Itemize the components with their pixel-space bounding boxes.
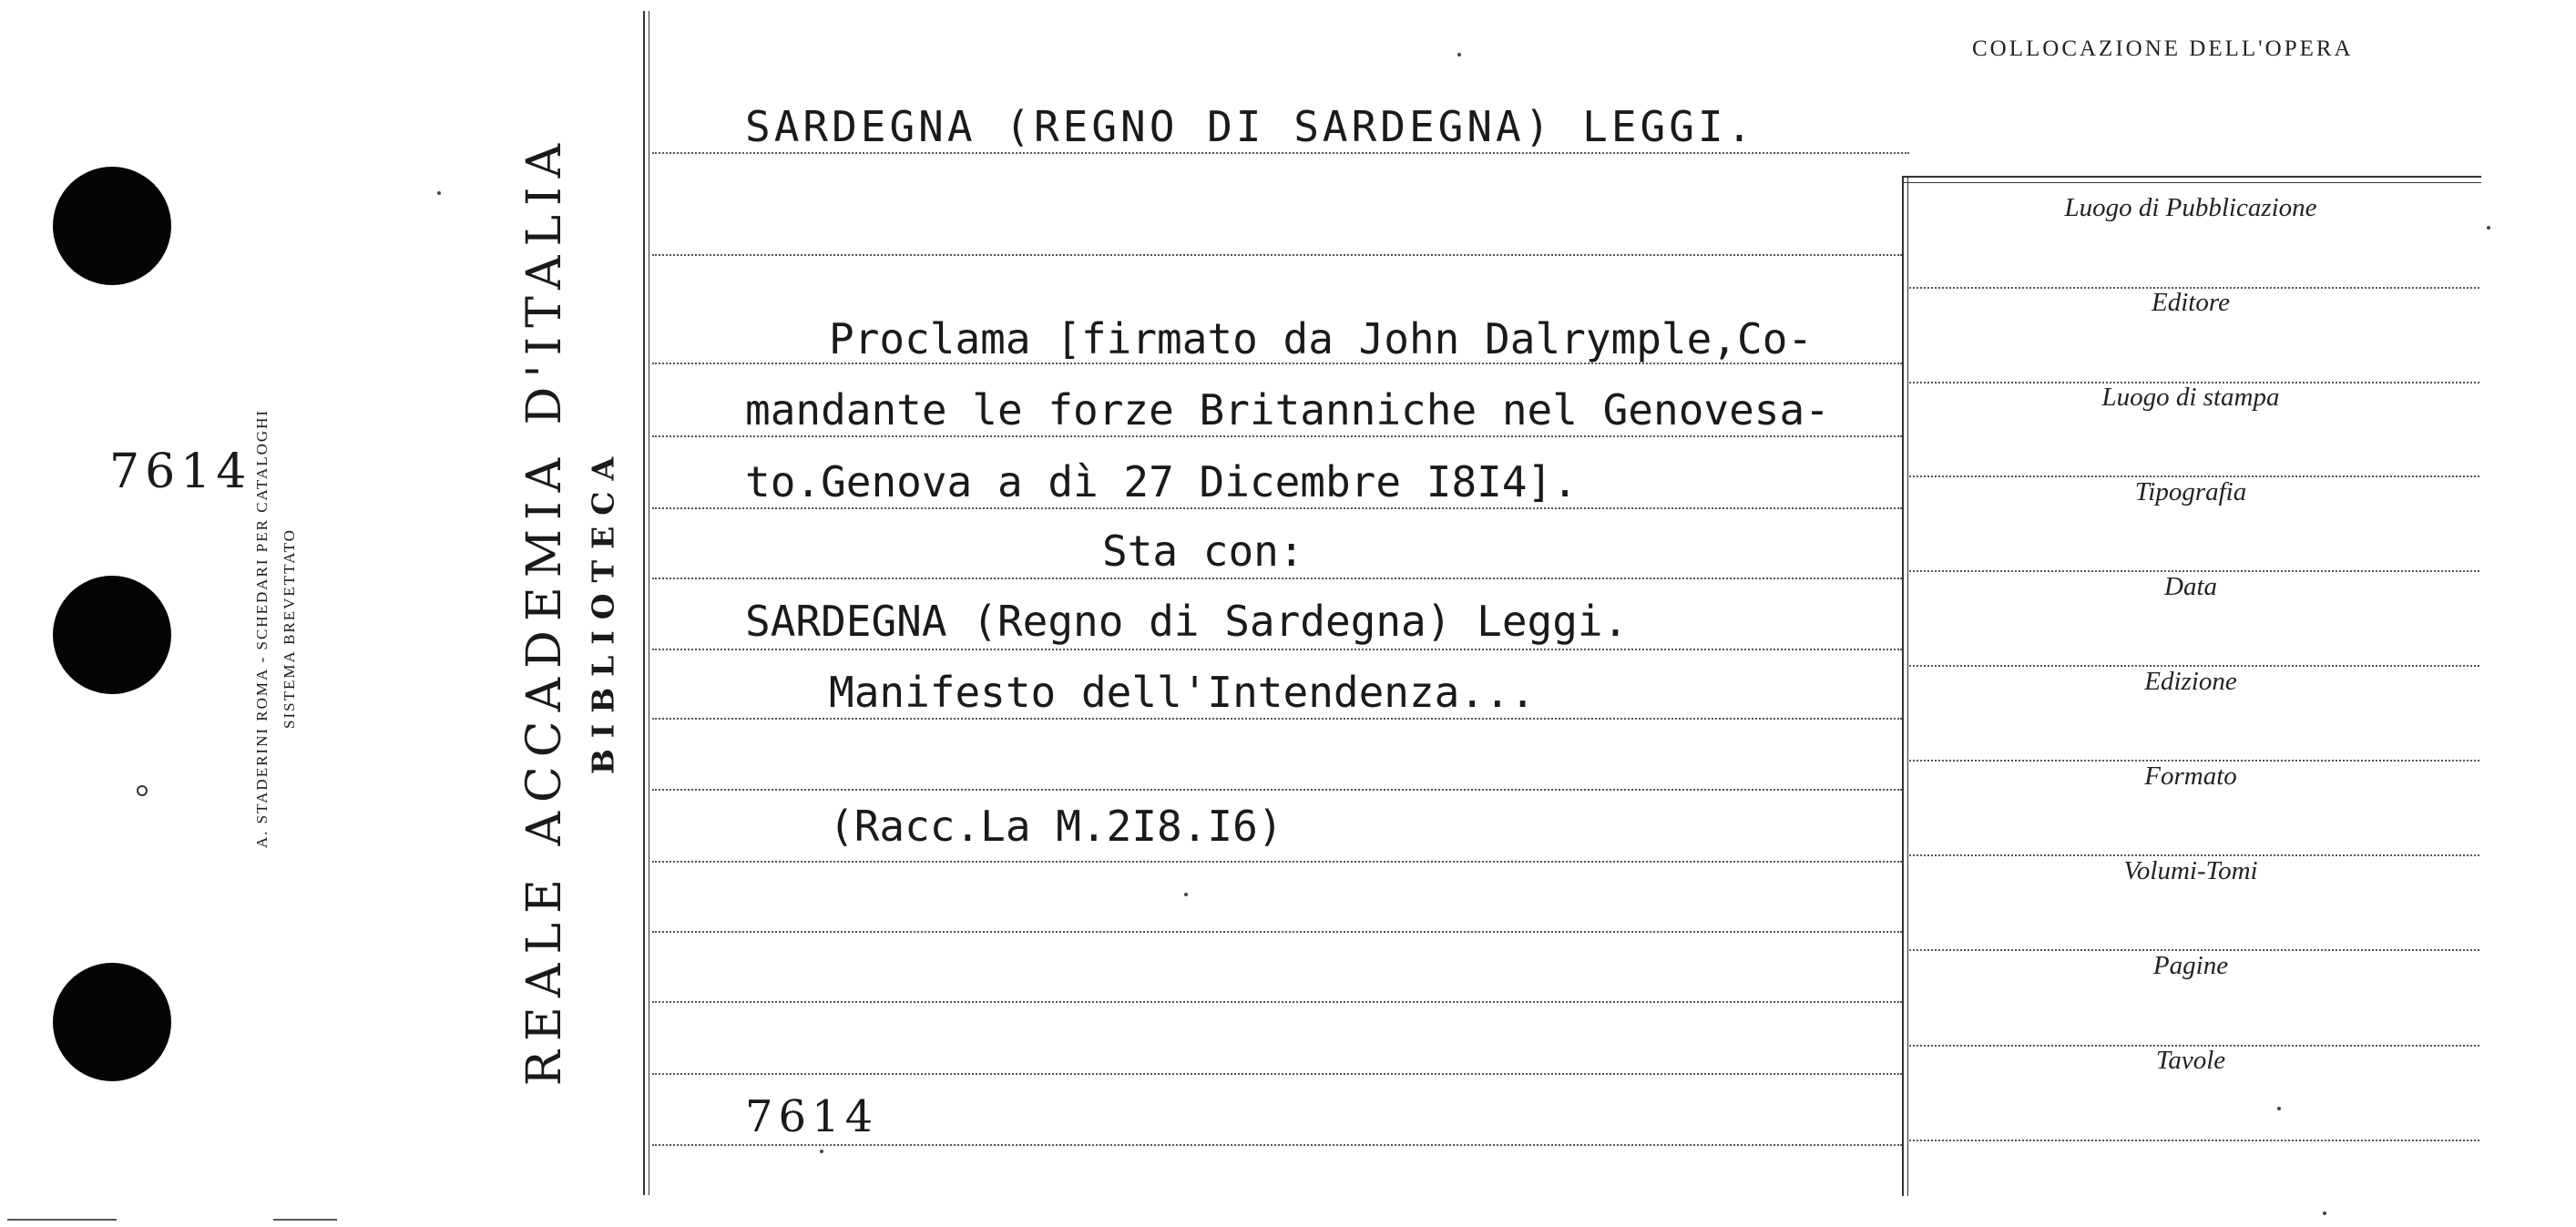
- rule-line: [652, 649, 1902, 650]
- card-left-border: [643, 11, 645, 1195]
- punch-hole-bottom: [53, 963, 171, 1081]
- paper-speck: [1184, 893, 1188, 896]
- paper-speck: [2323, 1212, 2326, 1215]
- panel-rule: [1909, 1140, 2479, 1141]
- rule-line: [652, 578, 1902, 579]
- institution-title: REALE ACCADEMIA D'ITALIA: [517, 134, 572, 1087]
- paper-speck: [2487, 226, 2490, 230]
- rule-line: [652, 1001, 1902, 1003]
- paper-speck: [820, 1150, 823, 1153]
- paper-speck: [2277, 1107, 2281, 1110]
- body-line-4: Sta con:: [1102, 527, 1304, 576]
- field-tipografia: Tipografia: [2134, 477, 2247, 506]
- paper-speck: [137, 785, 148, 796]
- body-line-1: Proclama [firmato da John Dalrymple,Co-: [829, 314, 1814, 363]
- rule-line: [652, 435, 1902, 437]
- paper-speck: [1457, 53, 1461, 56]
- rule-line: [652, 931, 1902, 933]
- field-edizione: Edizione: [2144, 667, 2237, 696]
- rule-line: [652, 1144, 1902, 1146]
- paper-speck: [437, 191, 441, 195]
- field-pagine: Pagine: [2152, 951, 2229, 980]
- field-volumi-tomi: Volumi-Tomi: [2123, 856, 2258, 885]
- printer-imprint-line1: A. STADERINI ROMA - SCHEDARI PER CATALOGHI: [253, 408, 271, 849]
- collocazione-label: COLLOCAZIONE DELL'OPERA: [1972, 36, 2354, 61]
- punch-hole-middle: [53, 576, 171, 694]
- field-data: Data: [2164, 572, 2217, 601]
- printer-imprint-line2: SISTEMA BREVETTATO: [281, 528, 298, 729]
- shelf-mark: (Racc.La M.2I8.I6): [829, 802, 1283, 851]
- rule-line: [652, 1073, 1902, 1075]
- body-line-2: mandante le forze Britanniche nel Genovesa-: [745, 385, 1830, 435]
- rule-line: [652, 861, 1902, 863]
- rule-line: [652, 152, 1909, 154]
- body-line-3: to.Genova a dì 27 Dicembre I8I4].: [745, 457, 1578, 506]
- body-line-6: Manifesto dell'Intendenza...: [829, 668, 1536, 717]
- catalog-number-side: 7614: [109, 445, 252, 499]
- rule-line: [652, 507, 1902, 509]
- bottom-edge-mark: [7, 1219, 117, 1221]
- punch-hole-top: [53, 167, 171, 285]
- library-title: BIBLIOTECA: [585, 445, 621, 775]
- field-formato: Formato: [2144, 762, 2237, 791]
- field-editore: Editore: [2152, 288, 2230, 317]
- panel-top-border-inner: [1902, 182, 2481, 183]
- subject-heading: SARDEGNA (REGNO DI SARDEGNA) LEGGI.: [745, 102, 1756, 151]
- rule-line: [652, 789, 1902, 791]
- rule-line: [652, 718, 1902, 720]
- bottom-edge-mark: [273, 1219, 337, 1221]
- panel-top-border: [1902, 176, 2481, 178]
- catalog-number-footer: 7614: [745, 1091, 879, 1142]
- field-tavole: Tavole: [2155, 1046, 2226, 1075]
- printer-imprint: [249, 409, 303, 848]
- field-luogo-pubblicazione: Luogo di Pubblicazione: [2064, 193, 2317, 222]
- body-line-5: SARDEGNA (Regno di Sardegna) Leggi.: [745, 597, 1629, 646]
- field-luogo-stampa: Luogo di stampa: [2101, 383, 2280, 412]
- rule-line: [652, 254, 1902, 256]
